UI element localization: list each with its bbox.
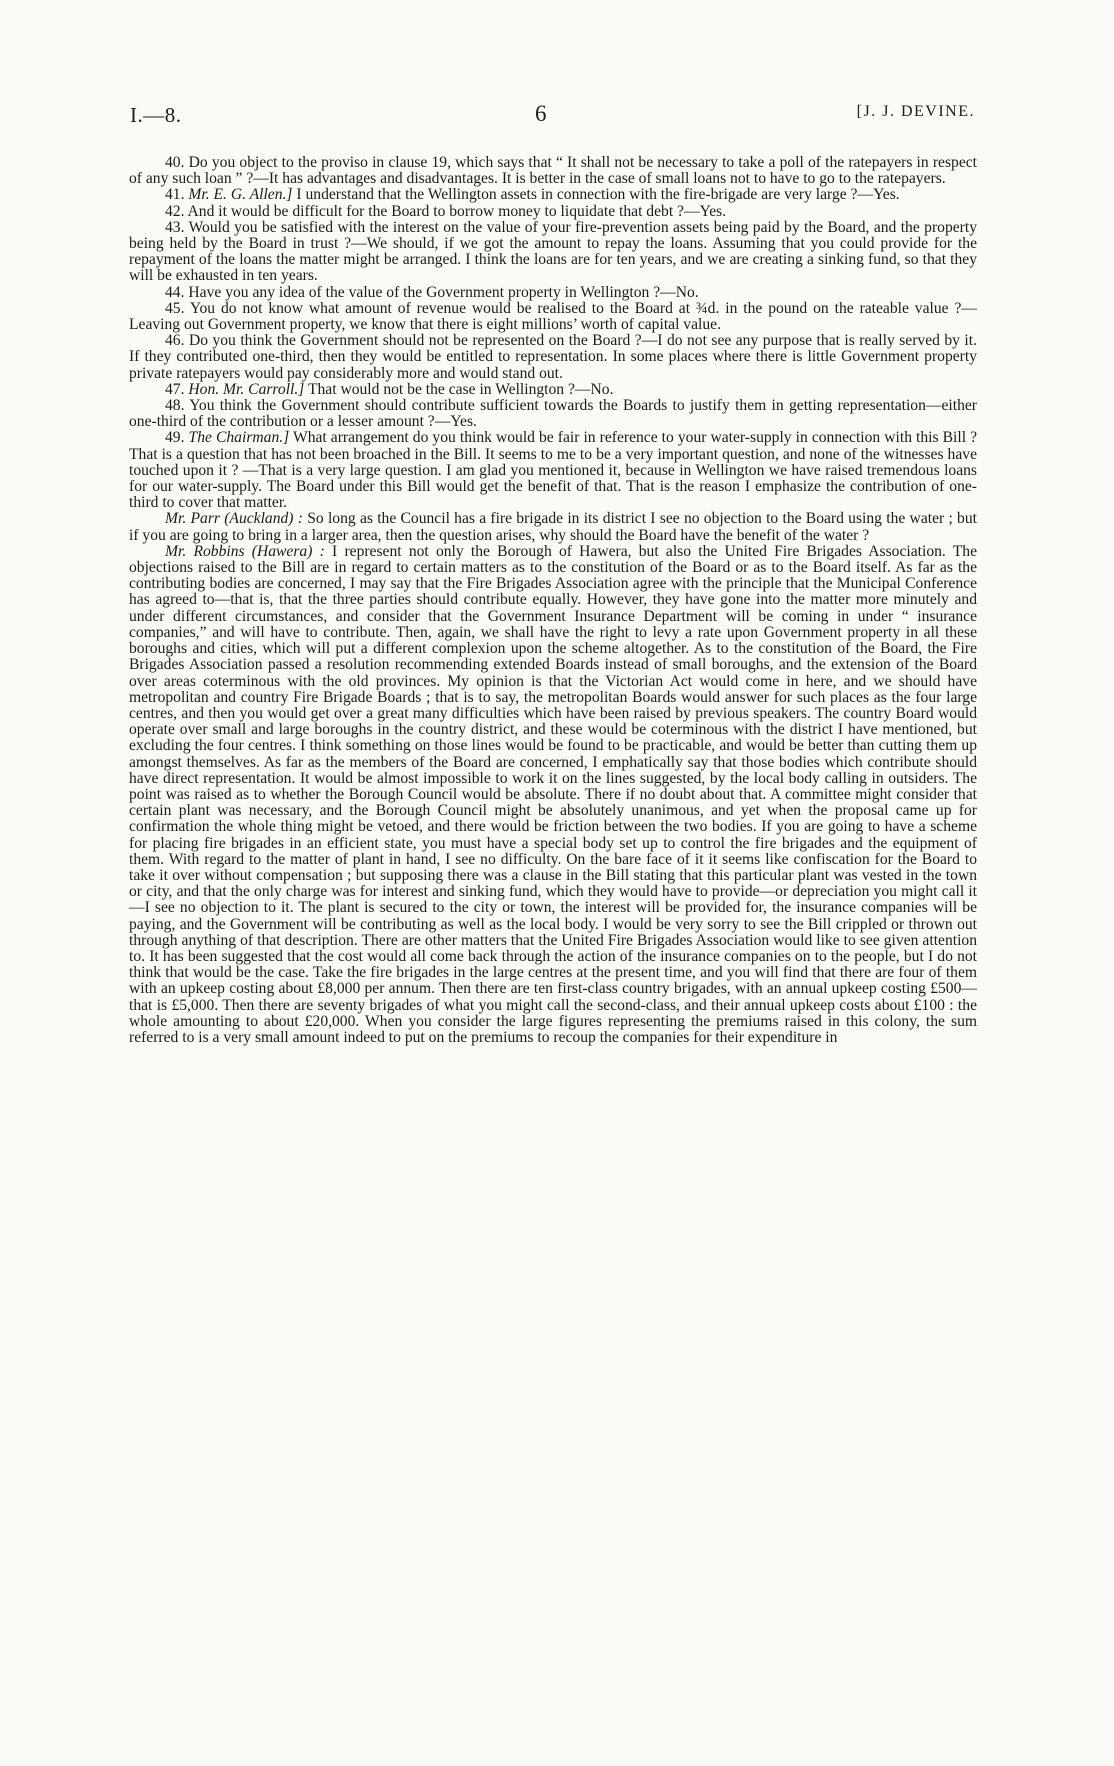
speaker-name: Mr. E. G. Allen.] — [188, 186, 293, 204]
paragraph-42: 42. And it would be difficult for the Board to borrow money to liquidate that debt ?—Yes. — [165, 202, 727, 220]
paragraph-41: 41. Mr. E. G. Allen.] I understand that the Wellington assets in connection with the fire-brigade are very large ?—Yes. — [165, 186, 900, 204]
paragraph-43: 43. Would you be satisfied with the interest on the value of your fire-prevention assets being paid by the Board, and the property being held by the Board in trust ?—We should, if we got the amount to repay the loans. Assuming that you could provide for the repayment of the loans the matter might be arranged. I think the loans are for ten years, and we are creating a sinking fund, so that they will be exhausted in ten years. — [129, 218, 977, 285]
speaker-name: Mr. Parr (Auckland) : — [165, 510, 303, 528]
page-number: 6 — [535, 101, 547, 126]
paragraph-46: 46. Do you think the Government should not be represented on the Board ?—I do not see any purpose that is really served by it. If they contributed one-third, then they would be entitled to representation. In some places where there is little Government property private ratepayers would pay considerably more and would stand out. — [129, 332, 977, 382]
paragraph-45: 45. You do not know what amount of revenue would be realised to the Board at ¾d. in the pound on the rateable value ?—Leaving out Government property, we know that there is eight millions’ worth of capital value. — [129, 299, 977, 334]
paragraph-47: 47. Hon. Mr. Carroll.] That would not be the case in Wellington ?—No. — [165, 380, 614, 398]
paragraph-49: 49. The Chairman.] What arrangement do you think would be fair in reference to your water-supply in connection with this Bill ? That is a question that has not been broached in the Bill. It seems to me to be a very important question, and none of the witnesses have touched upon it ? —That is a very large question. I am glad you mentioned it, because in Wellington we have raised tremendous loans for our water-supply. The Board under this Bill would get the benefit of that. That is the reason I emphasize the contribution of one-third to cover that matter. — [129, 429, 978, 512]
paper-reference: I.—8. — [130, 103, 182, 127]
paragraph-40: 40. Do you object to the proviso in clause 19, which says that “ It shall not be necessary to take a poll of the ratepayers in respect of any such loan ” ?—It has advantages and disadvantages. It is better in the case of small loans not to have to go to the ratepayers. — [129, 154, 977, 188]
speaker-name: Hon. Mr. Carroll.] — [188, 380, 305, 398]
paragraph-48: 48. You think the Government should contribute sufficient towards the Boards to justify them in getting representation—either one-third of the contribution or a lesser amount ?—Yes. — [129, 397, 977, 431]
speaker-name: Mr. Robbins (Hawera) : — [165, 542, 325, 560]
speaker-name: The Chairman.] — [188, 429, 290, 447]
paragraph-44: 44. Have you any idea of the value of the Government property in Wellington ?—No. — [165, 283, 699, 301]
document-body — [129, 155, 977, 1046]
paragraph-robbins: Mr. Robbins (Hawera) : I represent not only the Borough of Hawera, but also the United Fire Brigades Association. The objections raised to the Bill are in regard to certain matters as to the constitution of the Board or as to the Board itself. As far as the contributing bodies are concerned, I may say that the Fire Brigades Association agree with the principle that the Municipal Conference has agreed to—that is, that the three parties should contribute equally. However, they have gone into the matter more minutely and under different circumstances, and consider that the Government Insurance Department will be coming in under “ insurance companies,” and will have to contribute. Then, again, we shall have the right to levy a rate upon Government property in all these boroughs and cities, which will put a different complexion upon the scheme altogether. As to the constitution of the Board, the Fire Brigades Association passed a resolution recommending extended Boards instead of small boroughs, and the extension of the Board over areas coterminous with the old provinces. My opinion is that the Victorian Act would come in here, and we should have metropolitan and country Fire Brigade Boards ; that is to say, the metropolitan Boards would answer for such places as the four large centres, and then you would get over a great many difficulties which have been raised by previous speakers. The country Board would operate over small and large boroughs in the country district, and these would be coterminous with the district I have mentioned, but excluding the four centres. I think something on those lines would be found to be practicable, and would be better than cutting them up amongst themselves. As far as the members of the Board are concerned, I emphatically say that those bodies which contribute should have direct representation. It would be almost impossible to work it on the lines suggested, by the local body calling in outsiders. The point was raised as to whether the Borough Council would be absolute. There if no doubt about that. A committee might consider that certain plant was necessary, and the Borough Council might be absolutely unanimous, and yet when the proposal came up for confirmation the whole thing might be vetoed, and there would be friction between the two bodies. If you are going to have a scheme for placing fire brigades in an efficient state, you must have a special body set up to control the fire brigades and the equipment of them. With regard to the matter of plant in hand, I see no difficulty. On the bare face of it it seems like confiscation for the Board to take it over without compensation ; but supposing there was a clause in the Bill stating that this particular plant was vested in the town or city, and that the only charge was for interest and sinking fund, which they would have to provide—or depreciation you might call it—I see no objection to it. The plant is secured to the city or town, the interest will be provided for, the insurance companies will be paying, and the Government will be contributing as well as the local body. I would be very sorry to see the Bill crippled or thrown out through anything of that description. There are other matters that the United Fire Brigades Association would like to see given attention to. It has been suggested that the cost would all come back through the action of the insurance companies on to the people, but I do not think that would be the case. Take the fire brigades in the large centres at the present time, and you will find that there are four of them with an upkeep costing about £8,000 per annum. Then there are ten first-class country brigades, with an annual upkeep costing £500—that is £5,000. Then there are seventy brigades of what you might call the second-class, and their annual upkeep costs about £100 : the whole amounting to about £20,000. When you consider the large figures representing the premiums raised in this colony, the sum referred to is a very small amount indeed to put on the premiums to recoup the companies for their expenditure in — [129, 542, 977, 1046]
witness-name: [J. J. DEVINE. — [856, 103, 975, 120]
paragraph-parr: Mr. Parr (Auckland) : So long as the Council has a fire brigade in its district I see no objection to the Board using the water ; but if you are going to bring in a larger area, then the question arises, why should the Board have the benefit of the water ? — [129, 510, 977, 544]
